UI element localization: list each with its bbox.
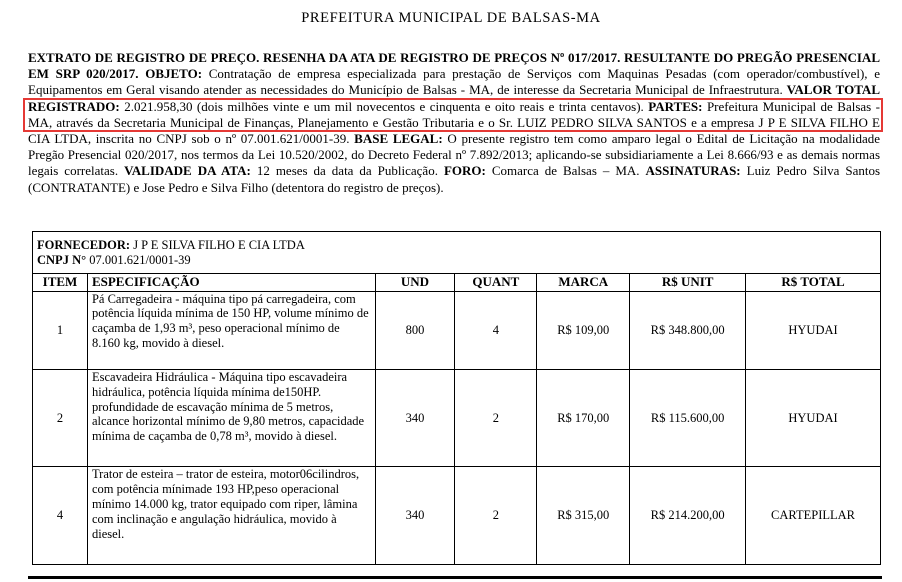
- row-quant: 4: [455, 291, 537, 369]
- header-und: UND: [375, 273, 455, 291]
- row-und: 340: [375, 467, 455, 565]
- header-total: R$ TOTAL: [746, 273, 881, 291]
- row-item: 1: [33, 291, 88, 369]
- bottom-rule: [28, 576, 882, 579]
- table-row: [33, 291, 881, 369]
- row-item: 4: [33, 467, 88, 565]
- valor-label: VALOR TOTAL REGISTRADO:: [28, 82, 880, 114]
- header-marca: MARCA: [537, 273, 630, 291]
- fornecedor-label: FORNECEDOR:: [37, 237, 131, 252]
- assinaturas-text: Luiz Pedro Silva Santos (CONTRATANTE) e Jose Pedro e Silva Filho (detentora do registro de preços).: [28, 163, 881, 195]
- partes-label: PARTES:: [648, 98, 703, 114]
- validade-label: VALIDADE DA ATA:: [124, 163, 251, 179]
- objeto-label: OBJETO:: [145, 66, 203, 82]
- row-unit: R$ 348.800,00: [630, 291, 746, 369]
- foro-text: Comarca de Balsas – MA.: [491, 163, 640, 179]
- row-total: CARTEPILLAR: [746, 467, 881, 565]
- fornecedor-cell: [33, 232, 881, 274]
- header-spec: ESPECIFICAÇÃO: [87, 273, 375, 291]
- header-row: [33, 273, 881, 291]
- base-legal-label: BASE LEGAL:: [354, 131, 443, 147]
- cnpj-label: CNPJ N°: [37, 252, 87, 267]
- row-unit: R$ 115.600,00: [630, 369, 746, 467]
- row-marca: R$ 315,00: [537, 467, 630, 565]
- row-quant: 2: [455, 369, 537, 467]
- header-unit: R$ UNIT: [630, 273, 746, 291]
- extract-heading: EXTRATO DE REGISTRO DE PREÇO. RESENHA DA ATA DE REGISTRO DE PREÇOS Nº 017/2017. RESULTANTE DO PREGÃO PRESENCIAL EM SRP 020/2017.: [28, 50, 880, 82]
- validade-text: 12 meses da data da Publicação.: [256, 163, 438, 179]
- highlight-box: [23, 98, 883, 132]
- fornecedor-value: J P E SILVA FILHO E CIA LTDA: [133, 237, 305, 252]
- header-item: ITEM: [33, 273, 88, 291]
- row-und: 340: [375, 369, 455, 467]
- base-legal-text: O presente registro tem como amparo legal o Edital de Licitação na modalidade Pregão Presencial 020/2017, nos termos da Lei 10.520/2002, do Decreto Federal nº 7.892/2013; aplicando-se subsidiariamente a Lei 8.666/93 e as demais normas legais correlatas.: [28, 131, 881, 179]
- document-title: PREFEITURA MUNICIPAL DE BALSAS-MA: [301, 10, 601, 26]
- header-quant: QUANT: [455, 273, 537, 291]
- row-spec: Pá Carregadeira - máquina tipo pá carregadeira, com potência líquida mínima de 150 HP, volume mínimo de caçamba de 1,93 m³, peso operacional mínimo de 8.160 kg, movido à diesel.: [87, 291, 375, 369]
- row-total: HYUDAI: [746, 291, 881, 369]
- row-total: HYUDAI: [746, 369, 881, 467]
- partes-text: Prefeitura Municipal de Balsas - MA, através da Secretaria Municipal de Finanças, Planejamento e Gestão Tributaria e o Sr. LUIZ PEDRO SILVA SANTOS e a empresa J P E SILVA FILHO E CIA LTDA, inscrita no CNPJ sob o nº 07.001.621/0001-39.: [28, 98, 881, 147]
- row-quant: 2: [455, 467, 537, 565]
- foro-label: FORO:: [443, 163, 486, 179]
- items-table: [32, 231, 881, 565]
- row-spec: Escavadeira Hidráulica - Máquina tipo escavadeira hidráulica, potência líquida mínima de150HP. profundidade de escavação mínima de 5 metros, alcance horizontal mínimo de 9,80 metros, capacidade mínima de caçamba de 0,78 m³, movido à diesel.: [87, 369, 375, 467]
- row-marca: R$ 109,00: [537, 291, 630, 369]
- table-row: [33, 369, 881, 467]
- objeto-text: Contratação de empresa especializada para prestação de Serviços com Maquinas Pesadas (com operador/combustível), e Equipamentos em Geral visando atender as necessidades do Município de Balsas - MA, de interesse da Secretaria Municipal de Infraestrutura.: [28, 66, 880, 98]
- valor-text: 2.021.958,30 (dois milhões vinte e um mil novecentos e cinquenta e oito reais e trinta centavos).: [124, 98, 644, 114]
- assinaturas-label: ASSINATURAS:: [645, 163, 741, 179]
- row-marca: R$ 170,00: [537, 369, 630, 467]
- row-item: 2: [33, 369, 88, 467]
- cnpj-value: 07.001.621/0001-39: [89, 252, 191, 267]
- row-spec: Trator de esteira – trator de esteira, motor06cilindros, com potência mínimade 193 HP,peso operacional mínimo 14.000 kg, trator equipado com riper, lâmina com inclinação e angulação hidráulica, movido à diesel.: [87, 467, 375, 565]
- row-und: 800: [375, 291, 455, 369]
- table-row: [33, 467, 881, 565]
- fornecedor-row: [33, 232, 881, 274]
- row-unit: R$ 214.200,00: [630, 467, 746, 565]
